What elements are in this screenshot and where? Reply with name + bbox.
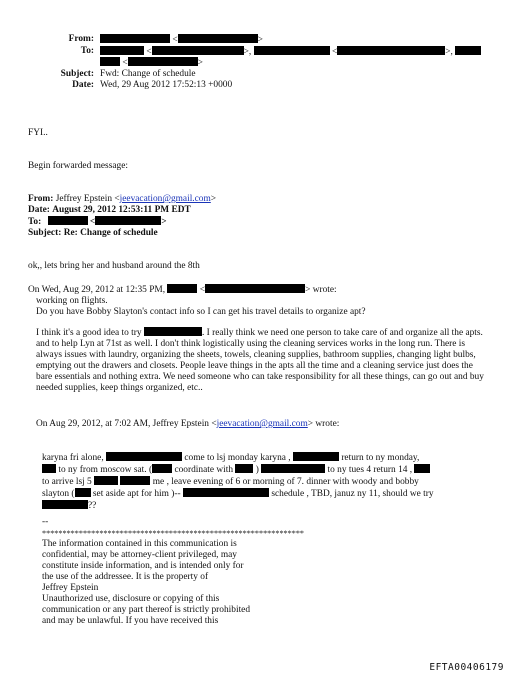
redaction-block (100, 34, 170, 43)
redaction-block (75, 488, 91, 497)
email-link[interactable]: jeevacation@gmail.com (216, 419, 308, 429)
redaction-block (205, 284, 305, 293)
redaction-block (144, 327, 202, 336)
redaction-block (414, 464, 430, 473)
to-row: To: < >, < >, (20, 46, 500, 58)
forwarded-header (28, 194, 488, 239)
redaction-block (100, 46, 144, 55)
date-row (20, 80, 500, 92)
signature-block: -- **************************************************************** The information contained in this communication is confidential, may be attorney-client privileged, may constitute inside information, and is intended only for the use of the addressee. It is the property of Jeffrey Epstein Unauthorized use, disclosure or copying of this communication or any part thereof is strictly prohibited and may be unlawful. If you have received this (42, 517, 482, 627)
subject-label: Subject: (60, 68, 94, 79)
fwd-date-row: Date: August 29, 2012 12:53:11 PM EDT (28, 205, 191, 215)
redaction-block (128, 57, 198, 66)
email-header (20, 34, 500, 92)
quoted-message-1: On Wed, Aug 29, 2012 at 12:35 PM, < > wrote: working on flights. Do you have Bobby Slayton's contact info so I can get his travel details to organize apt? (28, 285, 366, 317)
redaction-block (183, 488, 269, 497)
subject-row (20, 69, 500, 81)
redaction-block (48, 216, 88, 225)
redaction-block (178, 34, 258, 43)
reply-line: ok,, lets bring her and husband around the 8th (28, 261, 200, 271)
quoted-message-2: On Aug 29, 2012, at 7:02 AM, Jeffrey Epstein <jeevacation@gmail.com> wrote: (36, 419, 340, 429)
body-paragraph: I think it's a good idea to try . I really think we need one person to take care of and organize all the apts. and to help Lyn at 71st as well. I don't think logistically using the cleaning services works in the long run. There is always issues with laundry, organizing the sheets, towels, cleaning supplies, bathroom supplies, changing light bulbs, emptying out the drawers and closets. People leave things in the apts all the time and a cleaning service just does the bare essentials and nothing extra. We need someone who can take responsibility for all these things, can go out and buy needed supplies, keep things organized, etc.. (36, 328, 484, 393)
redaction-block (152, 464, 172, 473)
forwarded-label: Begin forwarded message: (28, 161, 128, 171)
redaction-block (455, 46, 481, 55)
redaction-block (42, 500, 88, 509)
to-row-continued: < > (20, 57, 500, 69)
date-label: Date: (72, 80, 94, 90)
redaction-block (293, 452, 339, 461)
redaction-block (120, 476, 150, 485)
redaction-block (106, 452, 182, 461)
redaction-block (42, 464, 56, 473)
from-row: From: < > (20, 34, 500, 46)
redaction-block (95, 216, 161, 225)
redaction-block (254, 46, 330, 55)
schedule-text: karyna fri alone, come to lsj monday karyna , return to ny monday, to ny from moscow sat. ( coordinate with ) to ny tues 4 return 14 , to arrive lsj 5 me , leave evening of 6 or morning of 7. dinner with woody and bobby slayton ( set aside apt for him )-- schedule , TBD, januz ny 11, should we try ?? (42, 453, 434, 511)
document-id: EFTA00406179 (429, 662, 504, 673)
redaction-block (167, 284, 197, 293)
from-label: From: (68, 34, 94, 44)
to-label: To: (80, 45, 94, 56)
fwd-subject-row: Subject: Re: Change of schedule (28, 228, 158, 238)
fyi-text: FYI.. (28, 128, 48, 138)
redaction-block (235, 464, 253, 473)
redaction-block (100, 57, 120, 66)
redaction-block (337, 46, 445, 55)
redaction-block (94, 476, 118, 485)
divider-stars: **************************************************************** (42, 529, 304, 538)
date-value: Wed, 29 Aug 2012 17:52:13 +0000 (100, 80, 233, 90)
email-link[interactable]: jeevacation@gmail.com (119, 194, 211, 204)
fwd-from-label: From: (28, 194, 54, 204)
redaction-block (152, 46, 244, 55)
redaction-block (261, 464, 325, 473)
subject-value: Fwd: Change of schedule (100, 68, 196, 79)
fwd-from-row: From: Jeffrey Epstein <jeevacation@gmail.com> (28, 194, 217, 204)
fwd-to-row: To: < > (28, 217, 167, 227)
